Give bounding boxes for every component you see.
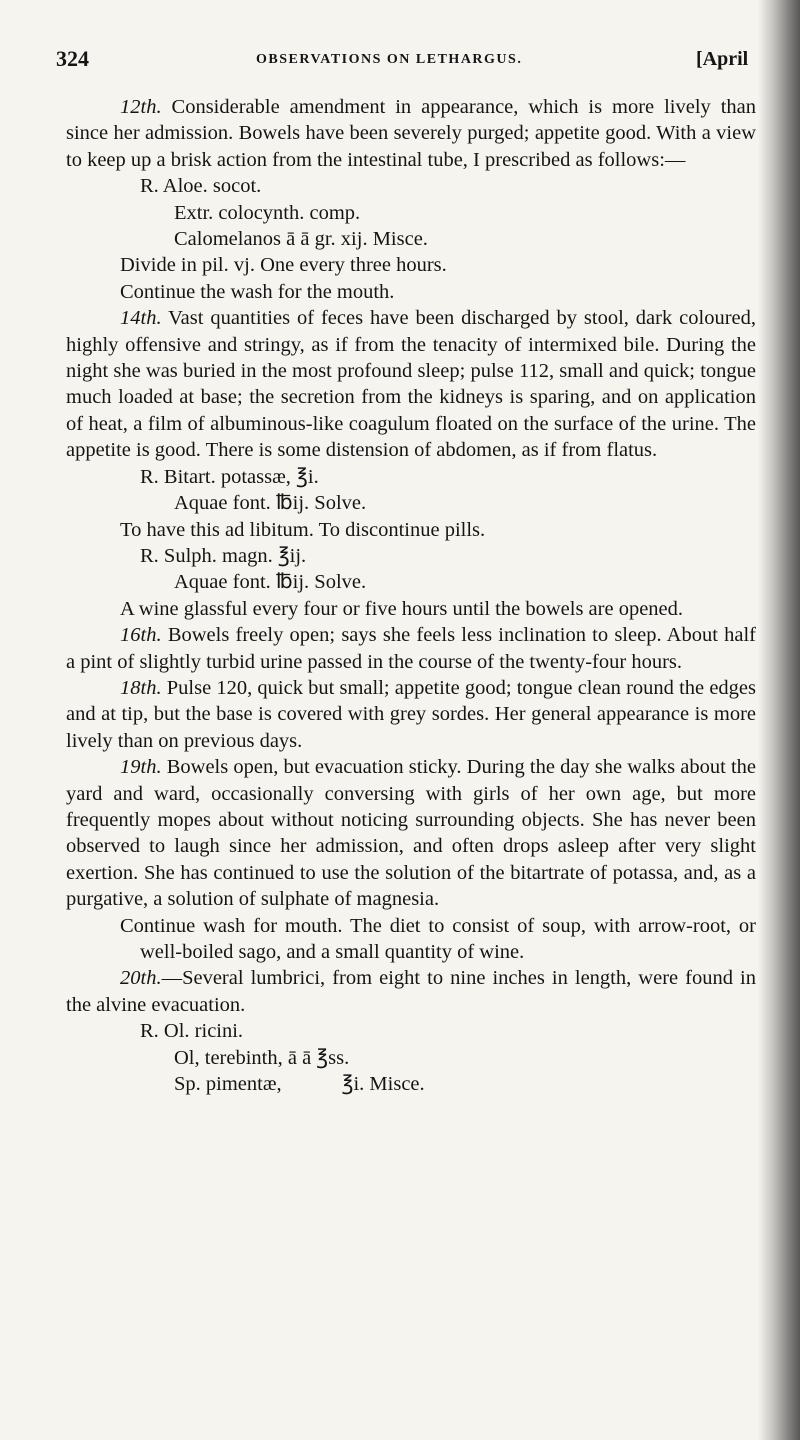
entry-18th (66, 675, 756, 754)
entry-text: Pulse 120, quick but small; appetite good; tongue clean round the edges and at tip, but the base is covered with grey sordes. Her general appearance is more lively than on previous days. (66, 676, 757, 752)
rx-line: ℥i. Misce. (341, 1073, 425, 1096)
rx-line-group (120, 1071, 756, 1097)
rx-line: R. Aloe. socot. (140, 175, 262, 198)
rx-line: R. Ol. ricini. (140, 1020, 244, 1043)
entry-19th (66, 754, 756, 912)
entry-text: Bowels open, but evacuation sticky. During the day she walks about the yard and ward, occasionally conversing with girls of her own age, but more frequently mopes about without noticing surrounding objects. She has never been observed to laugh since her admission, and often drops asleep after very slight exertion. She has continued to use the solution of the bitartrate of potassa, and, as a purgative, a solution of sulphate of magnesia. (66, 756, 757, 911)
rx-line: Ol, terebinth, ā ā ℥ss. (174, 1046, 350, 1069)
prescription-3 (66, 1018, 756, 1097)
rx-line: R. Bitart. potassæ, ℥i. (140, 465, 319, 488)
rx-direction: To have this ad libitum. To discontinue pills. (120, 518, 486, 541)
prescription-1 (66, 173, 756, 305)
rx-direction-wine: A wine glassful every four or five hours until the bowels are opened. (120, 597, 684, 620)
rx-line: R. Sulph. magn. ℥ij. (140, 544, 307, 567)
entry-14th (66, 305, 756, 463)
continue-instruction: Continue wash for mouth. The diet to consist of soup, with arrow-root, or well-boiled sago, and a small quantity of wine. (120, 914, 756, 963)
rx-direction: Continue the wash for the mouth. (120, 280, 395, 303)
entry-date: 20th. (120, 967, 162, 990)
entry-text: Considerable amendment in appearance, which is more lively than since her admission. Bowels have been severely purged; appetite good. With a view to keep up a brisk action from the intestinal tube, I prescribed as follows:— (66, 96, 756, 171)
prescription-2 (66, 464, 756, 596)
section-mark: [April (696, 48, 749, 70)
page-body (66, 94, 756, 1097)
rx-line: Sp. pimentæ, (174, 1073, 282, 1096)
rx-line: Extr. colocynth. comp. (174, 201, 361, 224)
rx-line: Aquae font. ℔ij. Solve. (174, 492, 367, 515)
entry-date: 12th. (120, 96, 162, 118)
page-edge-shadow (758, 0, 800, 1440)
running-head: OBSERVATIONS ON LETHARGUS. (256, 52, 523, 67)
entry-date: 18th. (120, 676, 162, 699)
rx-direction: Divide in pil. vj. One every three hours. (120, 254, 447, 277)
rx-line: Aquae font. ℔ij. Solve. (174, 571, 367, 594)
entry-date: 19th. (120, 756, 162, 779)
entry-20th (66, 965, 756, 1018)
rx-line: Calomelanos ā ā gr. xij. Misce. (174, 228, 428, 251)
page-number: 324 (56, 46, 89, 71)
entry-12th (66, 94, 756, 173)
page-header (56, 46, 756, 76)
entry-text: Bowels freely open; says she feels less inclination to sleep. About half a pint of slightly turbid urine passed in the course of the twenty-four hours. (66, 624, 757, 673)
entry-text: Vast quantities of feces have been discharged by stool, dark coloured, highly offensive and stringy, as if from the tenacity of intermixed bile. During the night she was buried in the most profound sleep; pulse 112, small and quick; tongue much loaded at base; the secretion from the kidneys is sparing, and on application of heat, a film of albuminous-like coagulum floated on the surface of the urine. The appetite is good. There is some distension of abdomen, as if from flatus. (66, 307, 756, 462)
entry-date: 14th. (120, 307, 162, 330)
entry-text: —Several lumbrici, from eight to nine inches in length, were found in the alvine evacuation. (66, 967, 756, 1016)
entry-date: 16th. (120, 624, 162, 647)
entry-16th (66, 622, 756, 675)
